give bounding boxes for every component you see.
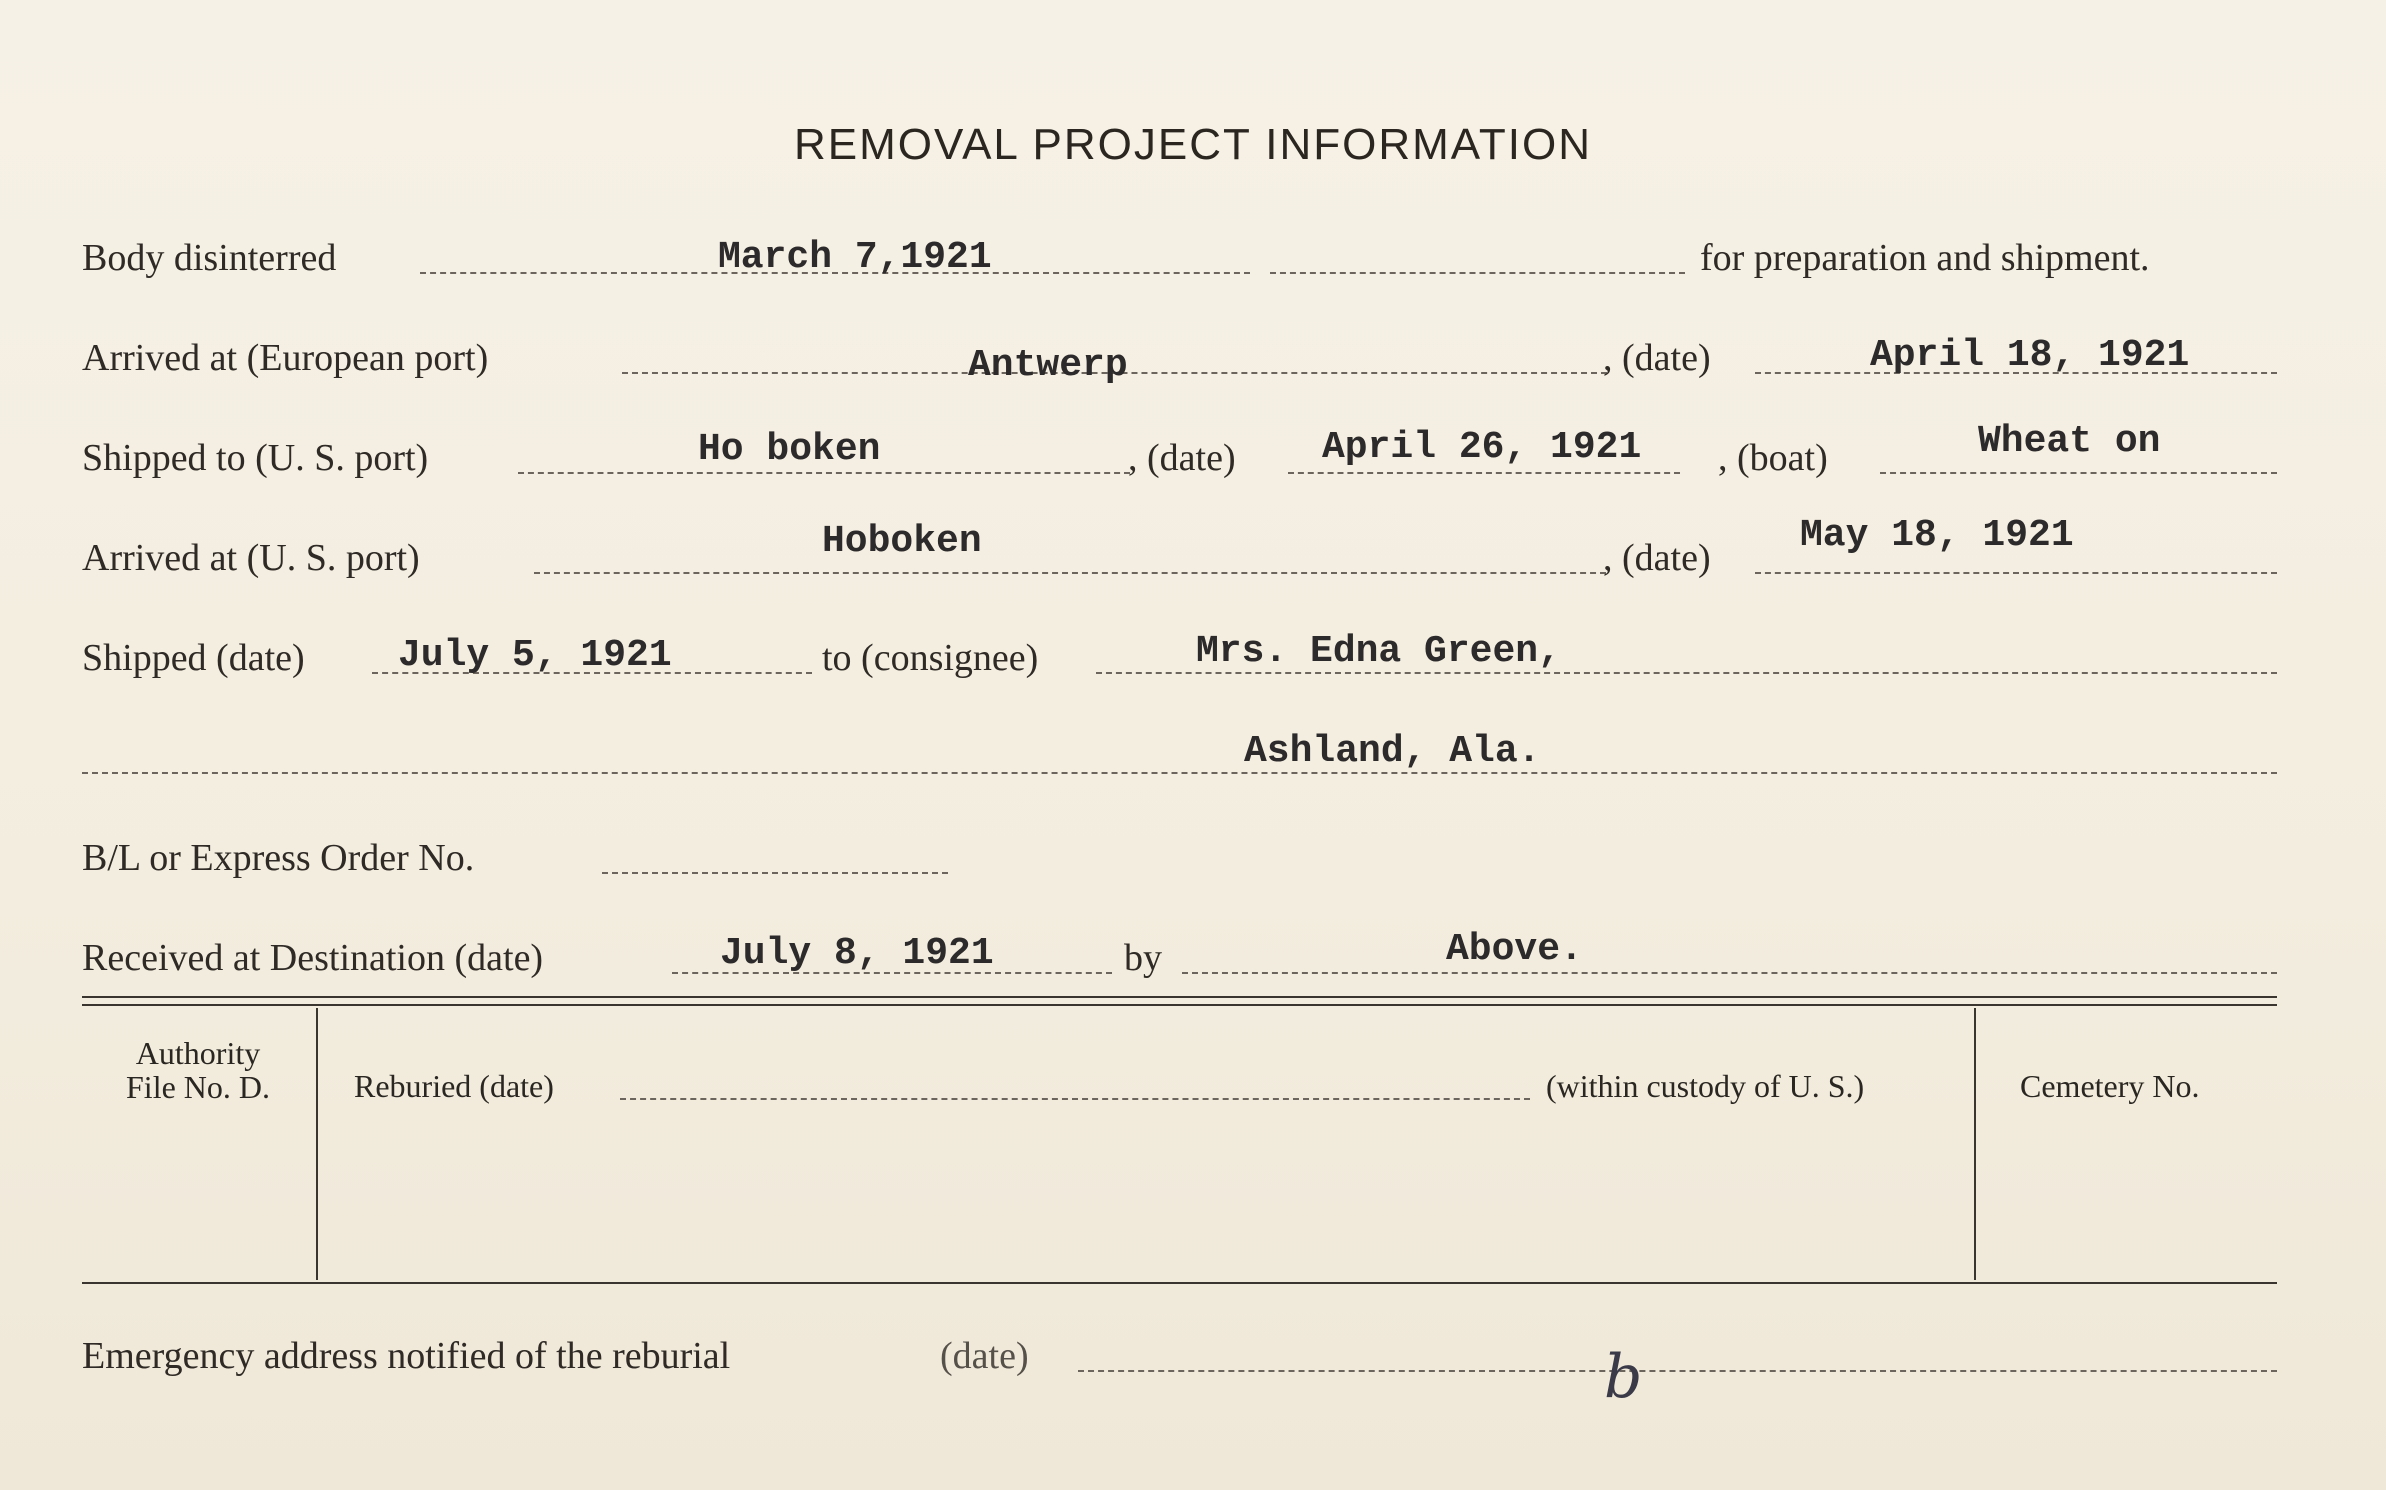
disinterred-line-2	[1270, 272, 1685, 274]
authority-header	[90, 1036, 306, 1104]
euro-port-value: Antwerp	[968, 344, 1128, 387]
received-value: July 8, 1921	[720, 932, 994, 975]
euro-port-label: Arrived at (European port)	[82, 337, 489, 379]
authority-line-2: File No. D.	[126, 1069, 270, 1105]
table-divider-right	[1974, 1008, 1976, 1280]
shipped-to-date-label: , (date)	[1128, 437, 1236, 479]
arrived-us-label: Arrived at (U. S. port)	[82, 537, 420, 579]
disinterred-label: Body disinterred	[82, 237, 337, 279]
arrived-us-value: Hoboken	[822, 520, 982, 563]
consignee-value: Mrs. Edna Green,	[1196, 630, 1561, 673]
disinterred-value: March 7,1921	[718, 236, 992, 279]
table-top-rule-1	[82, 996, 2277, 998]
bl-label: B/L or Express Order No.	[82, 837, 475, 879]
consignee-label: to (consignee)	[822, 637, 1039, 679]
address-value: Ashland, Ala.	[1244, 730, 1541, 773]
received-label: Received at Destination (date)	[82, 937, 544, 979]
arrived-us-date-line	[1755, 572, 2277, 574]
shipped-to-label: Shipped to (U. S. port)	[82, 437, 429, 479]
emergency-line	[1078, 1370, 2277, 1372]
custody-label: (within custody of U. S.)	[1546, 1068, 1865, 1104]
shipped-date-value: July 5, 1921	[398, 634, 672, 677]
arrived-us-date-label: , (date)	[1603, 537, 1711, 579]
shipped-to-date-line	[1288, 472, 1680, 474]
authority-line-1: Authority	[135, 1035, 261, 1071]
table-bottom-rule	[82, 1282, 2277, 1284]
shipped-to-line	[518, 472, 1130, 474]
received-by-value: Above.	[1446, 928, 1583, 971]
handwritten-mark: b	[1604, 1342, 1643, 1412]
cemetery-label: Cemetery No.	[2020, 1068, 2200, 1104]
euro-port-date-value: April 18, 1921	[1870, 334, 2190, 377]
boat-line	[1880, 472, 2277, 474]
table-divider-left	[316, 1008, 318, 1280]
arrived-us-date-value: May 18, 1921	[1800, 514, 2074, 557]
boat-value: Wheat on	[1978, 420, 2161, 463]
received-by-label: by	[1124, 937, 1162, 979]
disinterred-suffix: for preparation and shipment.	[1700, 237, 2150, 279]
arrived-us-line	[534, 572, 1606, 574]
emergency-label: Emergency address notified of the reburial	[82, 1335, 731, 1377]
shipped-date-label: Shipped (date)	[82, 637, 305, 679]
bl-line	[602, 872, 948, 874]
reburied-label: Reburied (date)	[354, 1068, 554, 1104]
shipped-to-value: Ho boken	[698, 428, 881, 471]
address-line	[82, 772, 2277, 774]
reburied-line	[620, 1098, 1530, 1100]
emergency-date-label: (date)	[940, 1335, 1029, 1377]
euro-port-date-label: , (date)	[1603, 337, 1711, 379]
table-top-rule-2	[82, 1004, 2277, 1006]
boat-label: , (boat)	[1718, 437, 1828, 479]
shipped-to-date-value: April 26, 1921	[1322, 426, 1642, 469]
card-title: REMOVAL PROJECT INFORMATION	[794, 120, 1592, 169]
received-by-line	[1182, 972, 2277, 974]
